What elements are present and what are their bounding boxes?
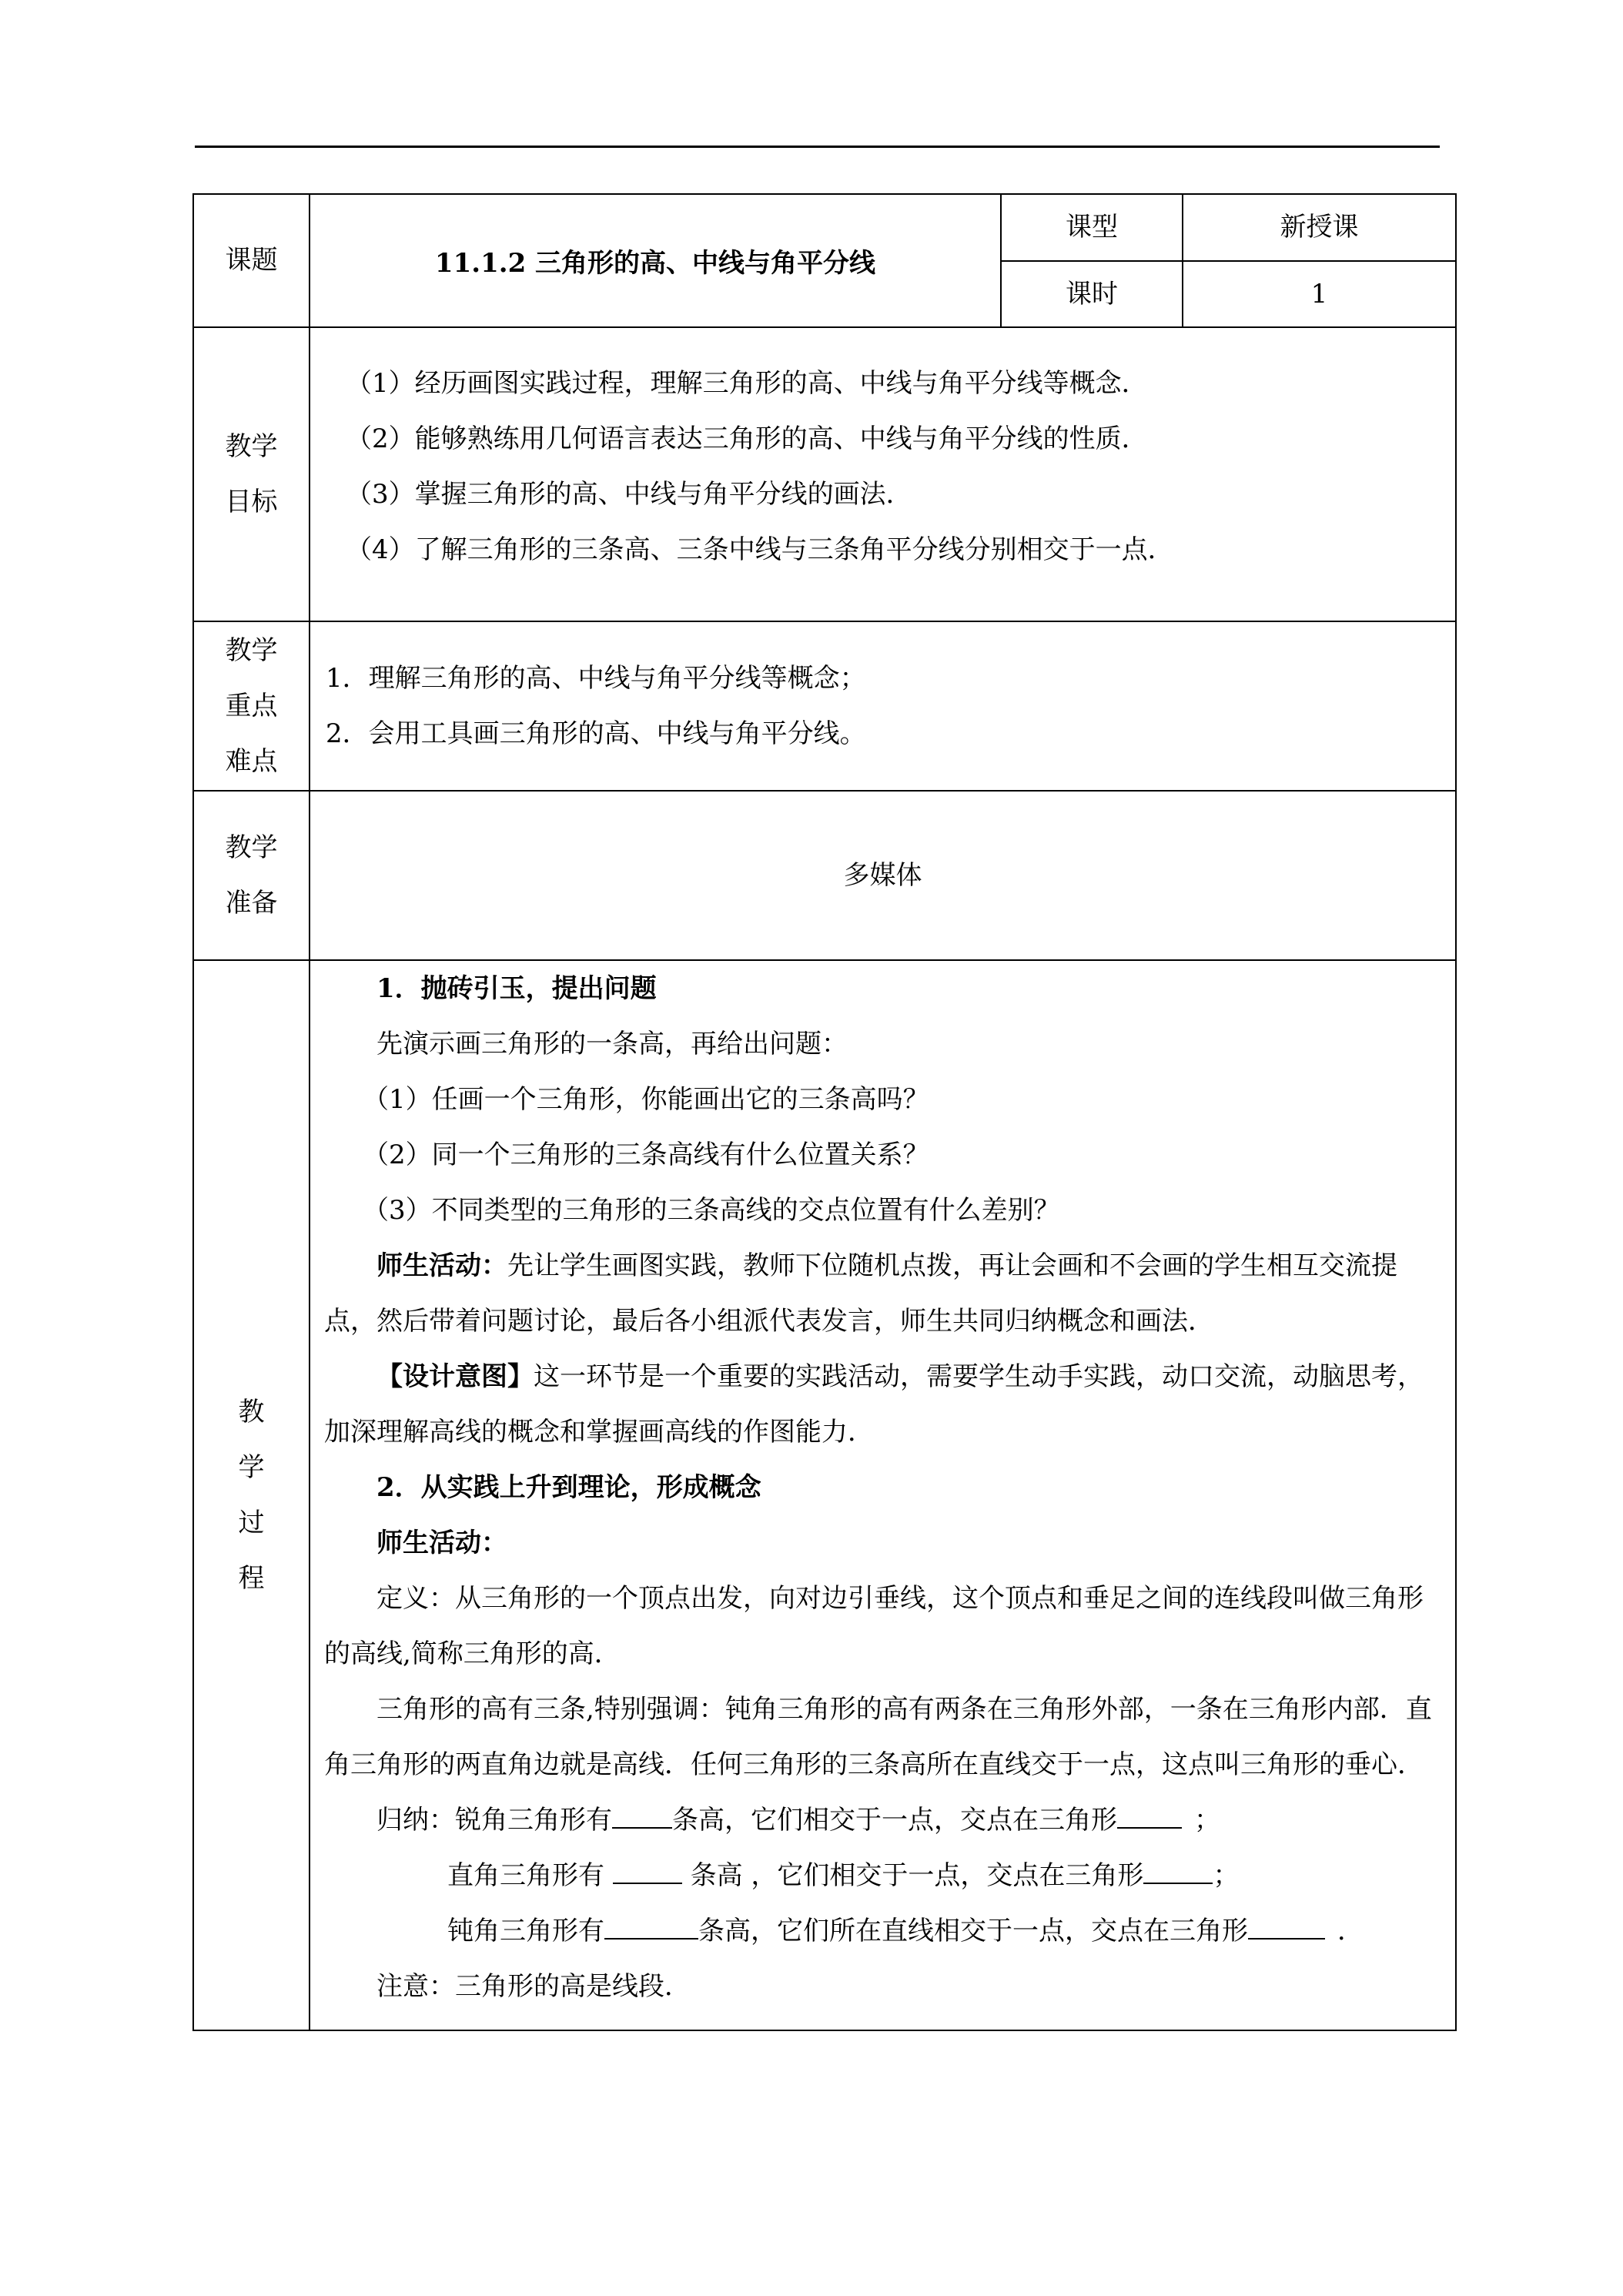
objectives-label: 教学 目标 bbox=[193, 327, 310, 621]
fill-blank[interactable] bbox=[1117, 1804, 1182, 1829]
section-heading: 2．从实践上升到理论，形成概念 bbox=[376, 1472, 761, 1503]
activity-label: 师生活动： bbox=[376, 1250, 507, 1281]
activity-label: 师生活动： bbox=[376, 1528, 507, 1558]
fill-blank[interactable] bbox=[613, 1859, 682, 1884]
lesson-type-value: 新授课 bbox=[1183, 194, 1456, 261]
question-item: （2）同一个三角形的三条高线有什么位置关系？ bbox=[363, 1140, 929, 1170]
topic-value: 11.1.2 三角形的高、中线与角平分线 bbox=[310, 194, 1001, 327]
summary-line-acute: 归纳：锐角三角形有 条高，它们相交于一点，交点在三角形 ； bbox=[376, 1805, 1220, 1836]
key-point-item: 2．会用工具画三角形的高、中线与角平分线。 bbox=[326, 718, 866, 749]
design-intent-label: 【设计意图】 bbox=[376, 1361, 534, 1392]
process-label: 教 学 过 程 bbox=[193, 960, 310, 2030]
fill-blank[interactable] bbox=[612, 1804, 672, 1829]
fill-blank[interactable] bbox=[1143, 1859, 1213, 1884]
section-heading: 1．抛砖引玉，提出问题 bbox=[376, 973, 657, 1004]
key-points-content bbox=[310, 621, 1456, 791]
summary-line-obtuse: 钝角三角形有 条高，它们所在直线相交于一点，交点在三角形 ． bbox=[447, 1916, 1364, 1946]
objective-item: （2）能够熟练用几何语言表达三角形的高、中线与角平分线的性质． bbox=[346, 423, 1148, 454]
definition-paragraph: 定义：从三角形的一个顶点出发，向对边引垂线，这个顶点和垂足之间的连线段叫做三角形的高线,简称三角形的高． bbox=[324, 1583, 1424, 1669]
key-point-item: 1．理解三角形的高、中线与角平分线等概念； bbox=[326, 663, 866, 694]
question-item: （3）不同类型的三角形的三条高线的交点位置有什么差别？ bbox=[363, 1195, 1060, 1226]
period-label: 课时 bbox=[1001, 261, 1183, 327]
design-intent-paragraph: 【设计意图】这一环节是一个重要的实践活动，需要学生动手实践，动口交流，动脑思考，加深理解高线的概念和掌握画高线的作图能力． bbox=[324, 1361, 1424, 1448]
paragraph: 先演示画三角形的一条高，再给出问题： bbox=[376, 1029, 848, 1059]
period-value: 1 bbox=[1183, 261, 1456, 327]
question-item: （1）任画一个三角形，你能画出它的三条高吗？ bbox=[363, 1084, 929, 1115]
process-content bbox=[310, 960, 1456, 2030]
fill-blank[interactable] bbox=[1248, 1915, 1325, 1940]
preparation-label: 教学 准备 bbox=[193, 791, 310, 960]
key-points-label: 教学 重点 难点 bbox=[193, 621, 310, 791]
objective-item: （4）了解三角形的三条高、三条中线与三条角平分线分别相交于一点． bbox=[346, 534, 1174, 565]
fill-blank[interactable] bbox=[604, 1915, 698, 1940]
note-paragraph: 注意：三角形的高是线段． bbox=[376, 1971, 691, 2002]
topic-label: 课题 bbox=[193, 194, 310, 327]
objective-item: （1）经历画图实践过程，理解三角形的高、中线与角平分线等概念． bbox=[346, 368, 1148, 399]
page-header-rule bbox=[195, 146, 1440, 148]
lesson-plan-table bbox=[192, 193, 1457, 2031]
emphasis-paragraph: 三角形的高有三条,特别强调：钝角三角形的高有两条在三角形外部，一条在三角形内部．直角三角形的两直角边就是高线．任何三角形的三条高所在直线交于一点，这点叫三角形的垂心． bbox=[324, 1694, 1432, 1780]
preparation-value: 多媒体 bbox=[310, 791, 1456, 960]
lesson-type-label: 课型 bbox=[1001, 194, 1183, 261]
summary-line-right: 直角三角形有 条高 ，它们相交于一点，交点在三角形 ； bbox=[447, 1860, 1240, 1891]
activity-paragraph: 师生活动：先让学生画图实践，教师下位随机点拨，再让会画和不会画的学生相互交流提点，然后带着问题讨论，最后各小组派代表发言，师生共同归纳概念和画法． bbox=[324, 1250, 1397, 1337]
objective-item: （3）掌握三角形的高、中线与角平分线的画法． bbox=[346, 479, 912, 510]
objectives-content bbox=[310, 327, 1456, 621]
